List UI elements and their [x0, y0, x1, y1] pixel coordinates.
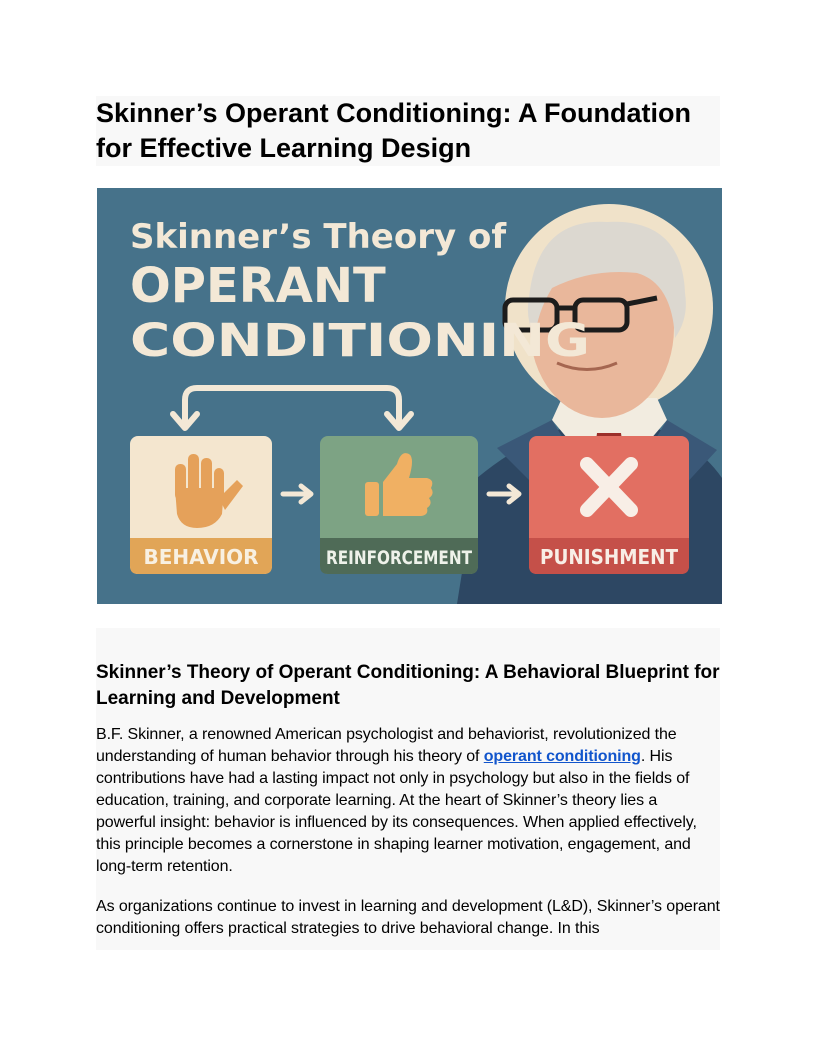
reinforcement-box — [320, 436, 478, 574]
paragraph-1-text-end: . His contributions have had a lasting impact not only in psychology but also in the fields of education, training, and corporate learning. At the heart of Skinner’s theory lies a powerful insight: behavior is influenced by its consequences. When applied effectively, this principle becomes a cornerstone in shaping learner motivation, engagement, and long-term retention. — [96, 748, 697, 875]
page-title: Skinner’s Operant Conditioning: A Foundation for Effective Learning Design — [96, 98, 691, 163]
paragraph-1-text-start: B.F. Skinner, a renowned American psychologist and behaviorist, revolutionized the understanding of human behavior through his theory of — [96, 726, 677, 765]
hero-graphic — [97, 188, 722, 604]
loop-arrow-icon — [173, 388, 411, 428]
punishment-box — [529, 436, 689, 574]
article-body — [96, 628, 720, 950]
behavior-label: BEHAVIOR — [143, 545, 259, 569]
hero-line3: CONDITIONING — [130, 314, 590, 367]
section-heading: Skinner’s Theory of Operant Conditioning: A Behavioral Blueprint for Learning and Development — [96, 662, 720, 709]
paragraph-2: As organizations continue to invest in learning and development (L&D), Skinner’s operant conditioning offers practical strategies to drive behavioral change. In this — [96, 898, 720, 937]
behavior-box — [130, 436, 272, 574]
title-block — [96, 96, 720, 166]
punishment-label: PUNISHMENT — [540, 545, 679, 569]
paragraph-1 — [96, 724, 720, 878]
hero-line1: Skinner’s Theory of — [130, 217, 507, 257]
reinforcement-label: REINFORCEMENT — [326, 547, 473, 569]
hero-line2: OPERANT — [130, 258, 386, 314]
hero-illustration — [97, 188, 722, 604]
arrow-right-icon — [283, 486, 311, 502]
operant-conditioning-link[interactable]: operant conditioning — [483, 748, 641, 765]
